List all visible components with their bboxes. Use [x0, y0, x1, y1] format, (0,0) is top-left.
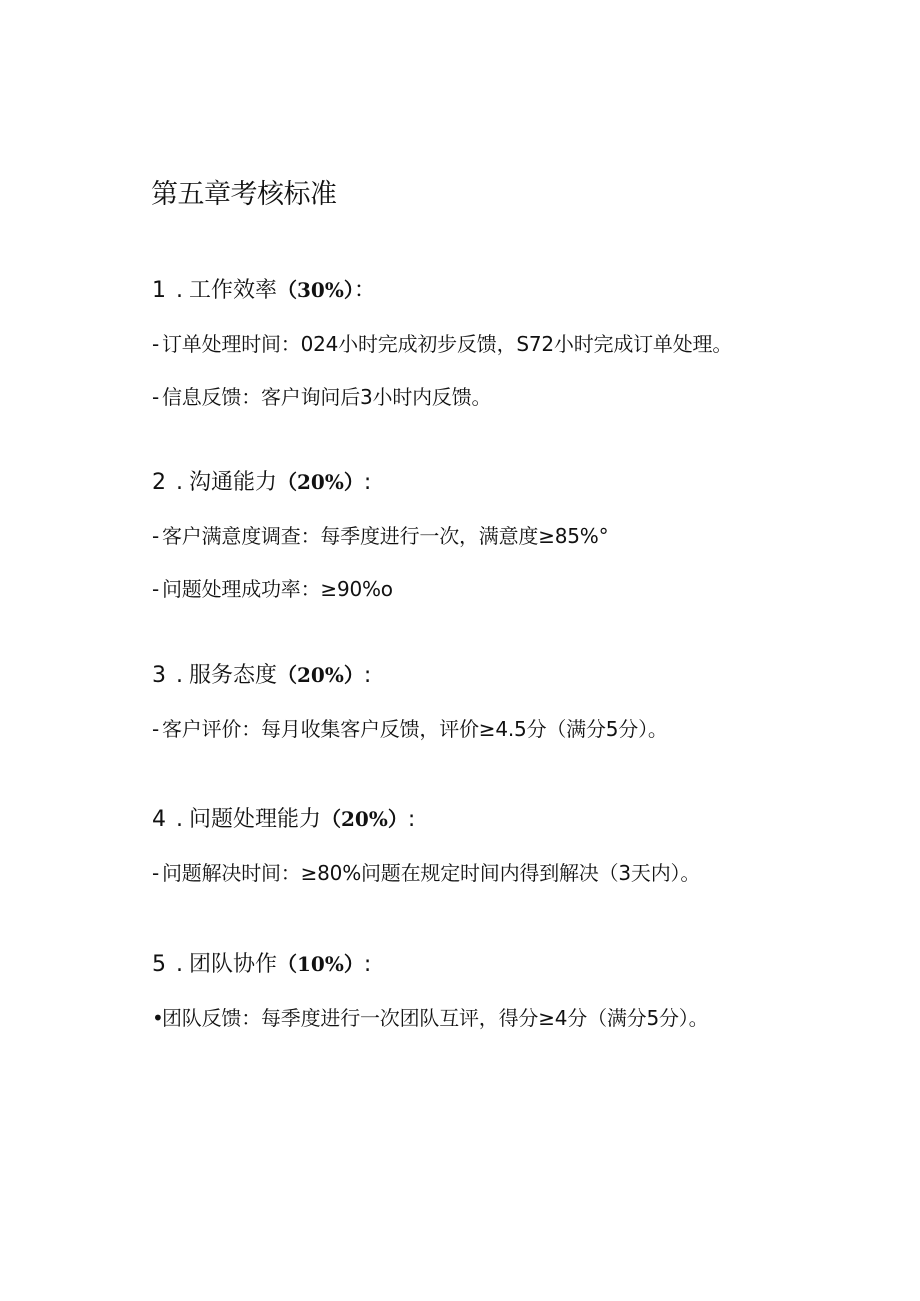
section-communication — [152, 467, 852, 604]
list-item-text: 客户评价：每月收集客户反馈，评价≥4.5分（满分5分）。 — [162, 717, 668, 741]
section-dot: . — [176, 663, 183, 688]
section-heading — [152, 949, 852, 980]
section-number: 4 — [152, 807, 166, 832]
list-item — [152, 1003, 852, 1033]
bullet-marker: • — [152, 1006, 164, 1030]
section-name: 沟通能力 — [189, 470, 278, 495]
list-item — [152, 382, 852, 412]
section-name: 问题处理能力 — [189, 807, 322, 832]
list-item-text: 问题处理成功率：≥90%o — [162, 577, 393, 601]
list-item — [152, 521, 852, 551]
section-work-efficiency — [152, 275, 852, 412]
section-number: 2 — [152, 470, 166, 495]
section-dot: . — [176, 278, 183, 303]
section-colon: : — [363, 470, 372, 495]
bullet-marker: - — [152, 385, 160, 409]
bullet-marker: - — [152, 861, 160, 885]
list-item-text: 问题解决时间：≥80%问题在规定时间内得到解决（3天内）。 — [162, 861, 701, 885]
list-item-text: 信息反馈：客户询问后3小时内反馈。 — [162, 385, 492, 409]
section-heading — [152, 467, 852, 498]
bullet-marker: - — [152, 524, 160, 548]
section-number: 3 — [152, 663, 166, 688]
section-teamwork — [152, 949, 852, 1033]
section-colon: ： — [353, 278, 376, 303]
section-weight: （20%） — [277, 663, 364, 687]
section-dot: . — [176, 470, 183, 495]
section-name: 团队协作 — [189, 952, 278, 977]
section-weight: （30%） — [277, 278, 354, 302]
section-weight: （20%） — [321, 807, 408, 831]
section-colon: : — [363, 663, 372, 688]
list-item-text: 团队反馈：每季度进行一次团队互评，得分≥4分（满分5分）。 — [162, 1006, 709, 1030]
section-problem-solving — [152, 804, 852, 888]
list-item — [152, 714, 852, 744]
section-dot: . — [176, 952, 183, 977]
bullet-marker: - — [152, 717, 160, 741]
bullet-marker: - — [152, 577, 160, 601]
list-item-text: 客户满意度调查：每季度进行一次，满意度≥85%° — [162, 524, 609, 548]
section-weight: （10%） — [277, 952, 364, 976]
list-item-text: 订单处理时间：024小时完成初步反馈，S72小时完成订单处理。 — [162, 332, 733, 356]
list-item — [152, 329, 852, 359]
section-colon: : — [363, 952, 372, 977]
bullet-marker: - — [152, 332, 160, 356]
section-name: 服务态度 — [189, 663, 278, 688]
section-colon: : — [407, 807, 416, 832]
section-number: 1 — [152, 278, 166, 303]
section-service-attitude — [152, 660, 852, 744]
chapter-title: 第五章考核标准 — [151, 179, 337, 210]
section-dot: . — [176, 807, 183, 832]
list-item — [152, 858, 852, 888]
section-heading — [152, 804, 852, 835]
section-weight: （20%） — [277, 470, 364, 494]
section-name: 工作效率 — [189, 278, 278, 303]
section-heading — [152, 275, 852, 306]
section-heading — [152, 660, 852, 691]
list-item — [152, 574, 852, 604]
section-number: 5 — [152, 952, 166, 977]
